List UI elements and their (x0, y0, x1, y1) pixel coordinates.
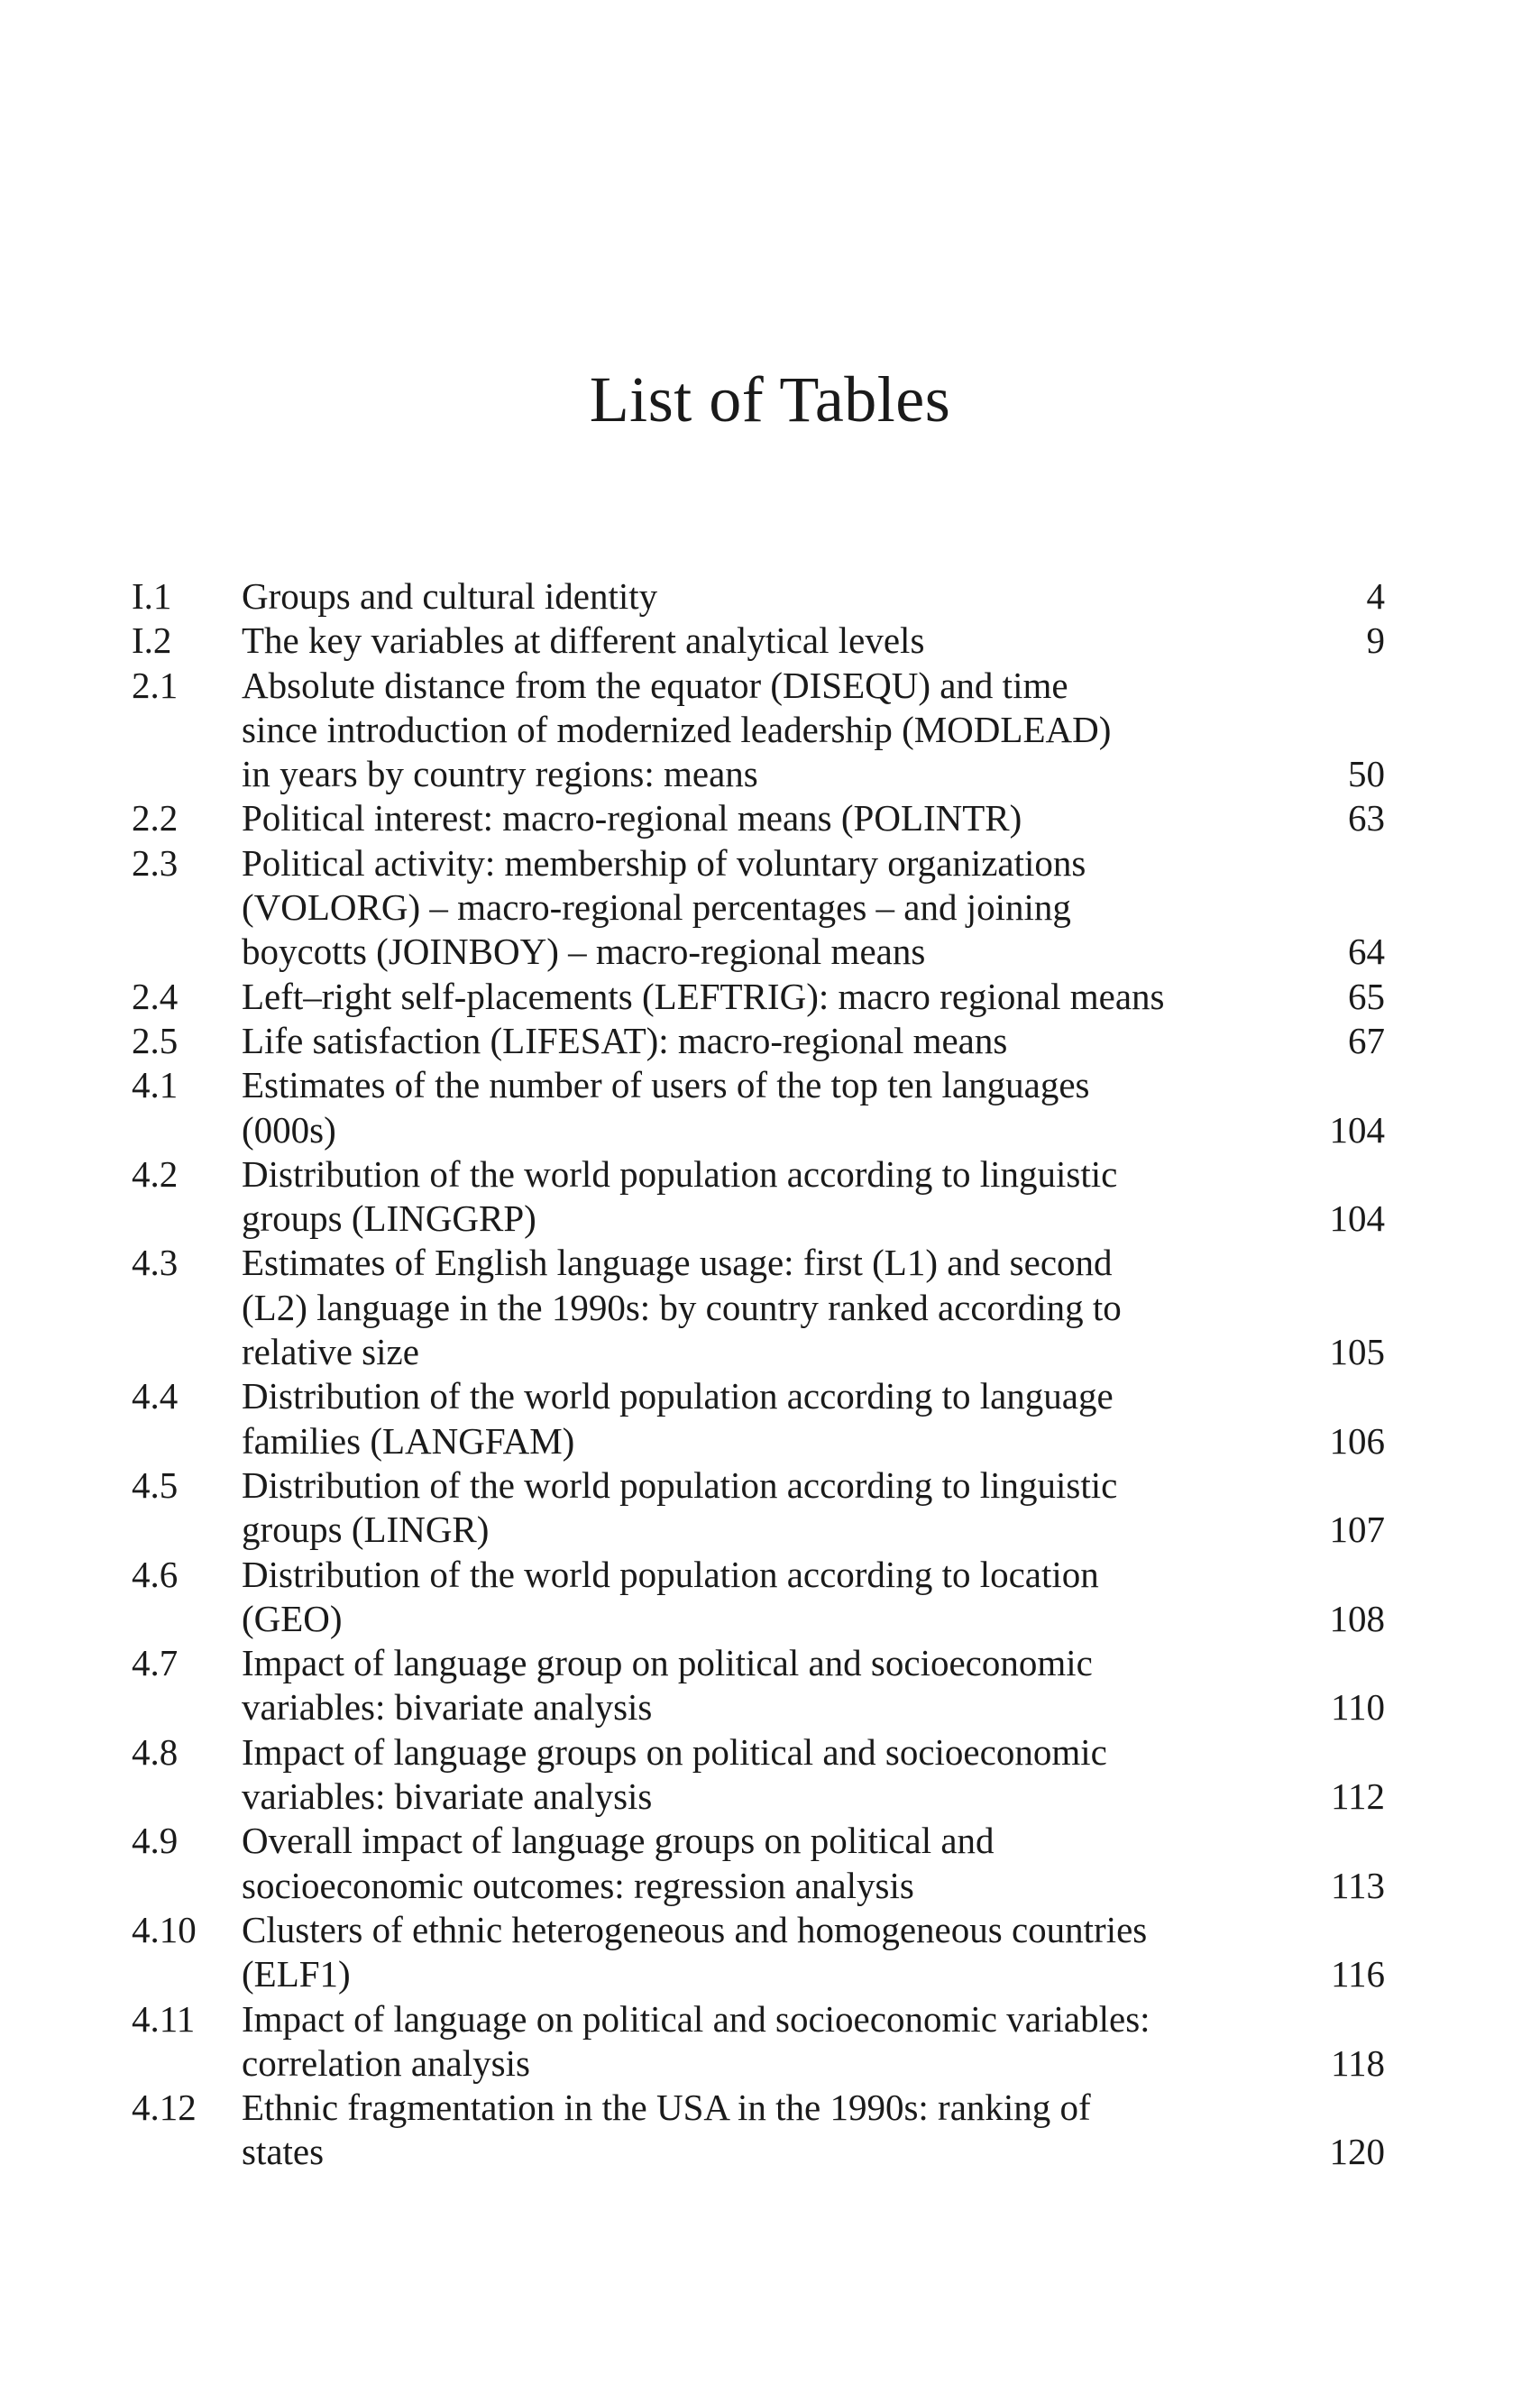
table-entry[interactable] (132, 1819, 1385, 1908)
table-title (242, 1019, 1268, 1063)
table-title (242, 975, 1268, 1019)
table-title (242, 1152, 1268, 1242)
table-title (242, 1641, 1268, 1730)
table-title (242, 664, 1268, 797)
table-title-line: (L2) language in the 1990s: by country ranked according to (242, 1286, 1122, 1328)
table-title-line: groups (LINGGRP) (242, 1197, 536, 1240)
table-number: 4.4 (132, 1375, 179, 1417)
table-entry[interactable] (132, 975, 1385, 1019)
page-number: 108 (1329, 1597, 1385, 1639)
page-number: 112 (1331, 1775, 1385, 1818)
table-title (242, 1819, 1268, 1908)
table-entry[interactable] (132, 1730, 1385, 1820)
table-title-line: Life satisfaction (LIFESAT): macro-regional means (242, 1019, 1008, 1061)
table-entry[interactable] (132, 841, 1385, 975)
table-number: 2.4 (132, 975, 179, 1017)
table-title-line: variables: bivariate analysis (242, 1775, 653, 1818)
table-title-line: states (242, 2131, 325, 2173)
table-title-line: Distribution of the world population according to linguistic (242, 1152, 1118, 1195)
table-title-line: relative size (242, 1331, 419, 1373)
table-title (242, 1997, 1268, 2087)
table-title-line: (000s) (242, 1108, 336, 1151)
table-title-line: in years by country regions: means (242, 753, 758, 795)
table-title-line: Left–right self-placements (LEFTRIG): macro regional means (242, 975, 1165, 1017)
table-number: 4.11 (132, 1997, 196, 2040)
table-list (132, 574, 1385, 2175)
table-title-line: (ELF1) (242, 1953, 351, 1995)
table-number: 2.1 (132, 664, 179, 706)
table-title-line: (GEO) (242, 1597, 343, 1639)
table-title-line: Clusters of ethnic heterogeneous and homogeneous countries (242, 1908, 1148, 1950)
table-title (242, 1553, 1268, 1642)
table-entry[interactable] (132, 1019, 1385, 1063)
table-title-line: Impact of language groups on political and socioeconomic (242, 1730, 1107, 1773)
table-entry[interactable] (132, 1374, 1385, 1463)
table-number: 4.3 (132, 1242, 179, 1284)
table-title-line: Absolute distance from the equator (DISEQU) and time (242, 664, 1068, 706)
table-entry[interactable] (132, 1063, 1385, 1152)
table-title-line: correlation analysis (242, 2041, 530, 2084)
table-title (242, 1463, 1268, 1553)
table-title (242, 2086, 1268, 2175)
page-number: 9 (1366, 619, 1385, 662)
page-number: 50 (1348, 753, 1385, 795)
table-number: 4.1 (132, 1064, 179, 1106)
page-number: 65 (1348, 975, 1385, 1017)
table-title-line: families (LANGFAM) (242, 1419, 575, 1462)
table-title (242, 619, 1268, 663)
table-title-line: groups (LINGR) (242, 1509, 490, 1551)
page-number: 104 (1329, 1108, 1385, 1151)
table-title (242, 1241, 1268, 1374)
table-entry[interactable] (132, 619, 1385, 663)
table-number: I.2 (132, 619, 172, 662)
page-number: 64 (1348, 931, 1385, 973)
table-title (242, 796, 1268, 840)
page-number: 104 (1329, 1197, 1385, 1240)
table-number: 4.12 (132, 2087, 197, 2129)
table-number: 4.10 (132, 1908, 197, 1950)
table-entry[interactable] (132, 2086, 1385, 2175)
table-number: 2.2 (132, 797, 179, 839)
table-title-line: Distribution of the world population according to location (242, 1553, 1099, 1595)
table-title-line: Ethnic fragmentation in the USA in the 1990s: ranking of (242, 2087, 1091, 2129)
table-entry[interactable] (132, 1463, 1385, 1553)
table-title (242, 1908, 1268, 1997)
table-title-line: variables: bivariate analysis (242, 1686, 653, 1729)
table-title-line: Political activity: membership of voluntary organizations (242, 841, 1086, 884)
table-entry[interactable] (132, 1553, 1385, 1642)
page-number: 63 (1348, 797, 1385, 839)
table-entry[interactable] (132, 796, 1385, 840)
table-entry[interactable] (132, 664, 1385, 797)
table-entry[interactable] (132, 1641, 1385, 1730)
page-number: 106 (1329, 1419, 1385, 1462)
table-entry[interactable] (132, 574, 1385, 619)
table-number: 4.2 (132, 1152, 179, 1195)
page-number: 67 (1348, 1019, 1385, 1061)
page-number: 113 (1331, 1864, 1385, 1906)
table-title (242, 1374, 1268, 1463)
table-title-line: Political interest: macro-regional means (POLINTR) (242, 797, 1022, 839)
page-number: 105 (1329, 1331, 1385, 1373)
table-number: 2.5 (132, 1019, 179, 1061)
table-title-line: Impact of language group on political and socioeconomic (242, 1642, 1093, 1684)
table-title-line: Distribution of the world population according to linguistic (242, 1463, 1118, 1506)
table-entry[interactable] (132, 1908, 1385, 1997)
table-number: 4.7 (132, 1642, 179, 1684)
table-number: 4.5 (132, 1463, 179, 1506)
page-number: 107 (1329, 1509, 1385, 1551)
table-title-line: since introduction of modernized leadership (MODLEAD) (242, 708, 1112, 750)
table-title-line: Estimates of the number of users of the top ten languages (242, 1064, 1090, 1106)
table-title-line: (VOLORG) – macro-regional percentages – and joining (242, 886, 1071, 929)
page-number: 116 (1331, 1953, 1385, 1995)
table-number: I.1 (132, 575, 172, 617)
table-title-line: The key variables at different analytical levels (242, 619, 925, 662)
table-entry[interactable] (132, 1241, 1385, 1374)
page-number: 118 (1331, 2041, 1385, 2084)
table-entry[interactable] (132, 1152, 1385, 1242)
table-title (242, 841, 1268, 975)
table-title-line: Distribution of the world population according to language (242, 1375, 1114, 1417)
table-title-line: Groups and cultural identity (242, 575, 658, 617)
table-title (242, 1063, 1268, 1152)
table-title (242, 574, 1268, 619)
table-title-line: Overall impact of language groups on political and (242, 1820, 995, 1862)
table-title-line: Estimates of English language usage: first (L1) and second (242, 1242, 1113, 1284)
table-title-line: socioeconomic outcomes: regression analysis (242, 1864, 914, 1906)
table-number: 4.9 (132, 1820, 179, 1862)
table-title-line: Impact of language on political and socioeconomic variables: (242, 1997, 1150, 2040)
page-number: 4 (1366, 575, 1385, 617)
page-number: 110 (1331, 1686, 1385, 1729)
table-title (242, 1730, 1268, 1820)
page-number: 120 (1329, 2131, 1385, 2173)
table-title-line: boycotts (JOINBOY) – macro-regional means (242, 931, 926, 973)
table-entry[interactable] (132, 1997, 1385, 2087)
page-title: List of Tables (589, 363, 951, 436)
table-number: 4.6 (132, 1553, 179, 1595)
table-number: 4.8 (132, 1730, 179, 1773)
table-number: 2.3 (132, 841, 179, 884)
